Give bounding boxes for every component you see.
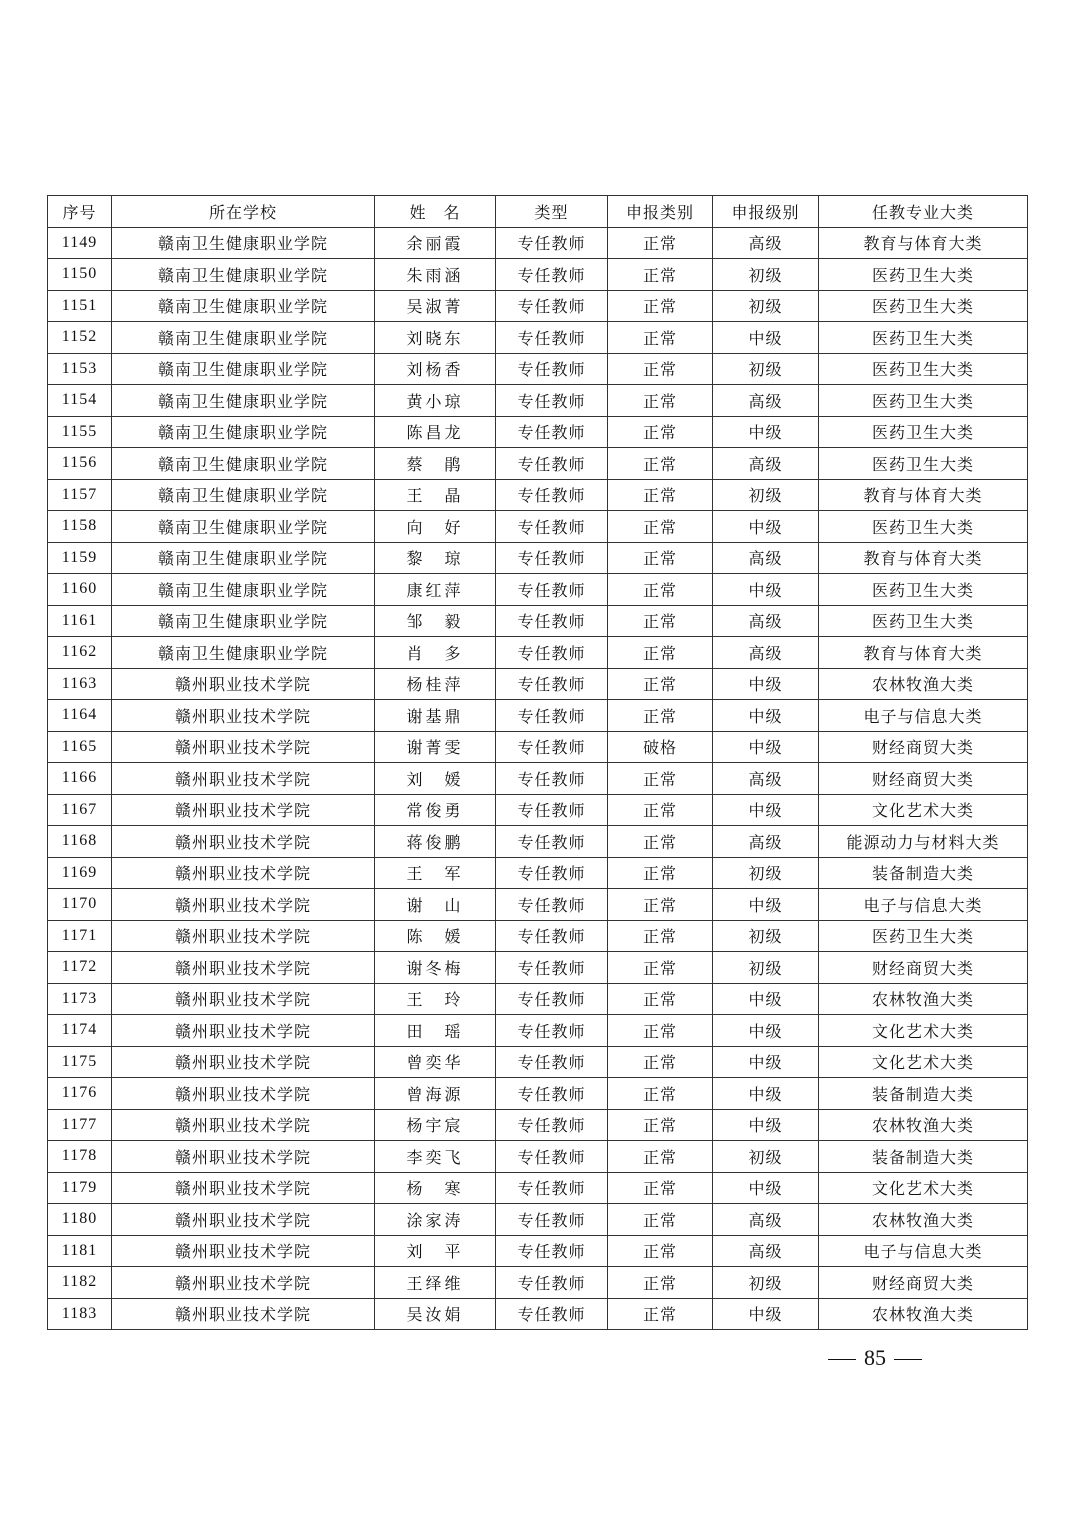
cell-school: 赣州职业技术学院	[112, 952, 375, 984]
cell-level: 高级	[713, 763, 819, 795]
cell-index: 1175	[48, 1046, 112, 1078]
cell-category: 正常	[608, 259, 713, 291]
cell-type: 专任教师	[496, 322, 608, 354]
table-row	[48, 952, 1028, 984]
cell-major: 电子与信息大类	[819, 700, 1028, 732]
cell-school: 赣南卫生健康职业学院	[112, 448, 375, 480]
cell-type: 专任教师	[496, 920, 608, 952]
cell-type: 专任教师	[496, 1015, 608, 1047]
cell-school: 赣州职业技术学院	[112, 731, 375, 763]
cell-category: 正常	[608, 416, 713, 448]
cell-name: 吴汝娟	[375, 1298, 496, 1330]
table-row	[48, 826, 1028, 858]
cell-index: 1168	[48, 826, 112, 858]
cell-level: 中级	[713, 794, 819, 826]
cell-category: 正常	[608, 763, 713, 795]
cell-school: 赣南卫生健康职业学院	[112, 479, 375, 511]
cell-category: 正常	[608, 1141, 713, 1173]
cell-index: 1167	[48, 794, 112, 826]
table-row	[48, 857, 1028, 889]
cell-level: 高级	[713, 542, 819, 574]
table-row	[48, 479, 1028, 511]
cell-major: 财经商贸大类	[819, 763, 1028, 795]
cell-level: 高级	[713, 227, 819, 259]
table-row	[48, 637, 1028, 669]
cell-school: 赣南卫生健康职业学院	[112, 574, 375, 606]
cell-name: 肖 多	[375, 637, 496, 669]
cell-name: 王 晶	[375, 479, 496, 511]
cell-type: 专任教师	[496, 700, 608, 732]
cell-name: 刘晓东	[375, 322, 496, 354]
cell-category: 正常	[608, 1109, 713, 1141]
cell-major: 医药卫生大类	[819, 574, 1028, 606]
cell-name: 刘杨香	[375, 353, 496, 385]
cell-school: 赣州职业技术学院	[112, 857, 375, 889]
cell-category: 正常	[608, 1204, 713, 1236]
cell-name: 王 军	[375, 857, 496, 889]
table-row	[48, 605, 1028, 637]
cell-school: 赣南卫生健康职业学院	[112, 322, 375, 354]
table-body	[48, 227, 1028, 1330]
page-number-value: 85	[864, 1345, 886, 1370]
cell-major: 文化艺术大类	[819, 1046, 1028, 1078]
cell-major: 电子与信息大类	[819, 889, 1028, 921]
cell-school: 赣州职业技术学院	[112, 1267, 375, 1299]
cell-name: 朱雨涵	[375, 259, 496, 291]
cell-category: 正常	[608, 1267, 713, 1299]
cell-index: 1151	[48, 290, 112, 322]
cell-level: 初级	[713, 1267, 819, 1299]
cell-index: 1180	[48, 1204, 112, 1236]
cell-level: 初级	[713, 290, 819, 322]
col-header-level: 申报级别	[713, 196, 819, 228]
cell-type: 专任教师	[496, 637, 608, 669]
table-row	[48, 763, 1028, 795]
cell-name: 杨 寒	[375, 1172, 496, 1204]
cell-type: 专任教师	[496, 983, 608, 1015]
table-row	[48, 1267, 1028, 1299]
page-dash-left	[828, 1359, 856, 1360]
cell-name: 常俊勇	[375, 794, 496, 826]
cell-major: 教育与体育大类	[819, 479, 1028, 511]
cell-level: 中级	[713, 668, 819, 700]
cell-category: 正常	[608, 1172, 713, 1204]
cell-name: 曾海源	[375, 1078, 496, 1110]
table-row	[48, 1046, 1028, 1078]
cell-school: 赣州职业技术学院	[112, 763, 375, 795]
roster-table	[47, 195, 1028, 1330]
cell-major: 文化艺术大类	[819, 1172, 1028, 1204]
cell-major: 农林牧渔大类	[819, 983, 1028, 1015]
cell-name: 田 瑶	[375, 1015, 496, 1047]
cell-index: 1171	[48, 920, 112, 952]
cell-level: 初级	[713, 1141, 819, 1173]
cell-category: 正常	[608, 385, 713, 417]
col-header-category: 申报类别	[608, 196, 713, 228]
cell-name: 吴淑菁	[375, 290, 496, 322]
cell-type: 专任教师	[496, 1078, 608, 1110]
table-row	[48, 1235, 1028, 1267]
cell-level: 初级	[713, 479, 819, 511]
table-row	[48, 889, 1028, 921]
table-row	[48, 448, 1028, 480]
cell-school: 赣州职业技术学院	[112, 983, 375, 1015]
cell-school: 赣州职业技术学院	[112, 1298, 375, 1330]
cell-name: 杨宇宸	[375, 1109, 496, 1141]
cell-category: 正常	[608, 826, 713, 858]
cell-category: 正常	[608, 637, 713, 669]
cell-category: 正常	[608, 1235, 713, 1267]
table-row	[48, 1109, 1028, 1141]
col-header-index: 序号	[48, 196, 112, 228]
cell-type: 专任教师	[496, 542, 608, 574]
cell-name: 黄小琼	[375, 385, 496, 417]
table-row	[48, 920, 1028, 952]
cell-name: 向 好	[375, 511, 496, 543]
cell-index: 1176	[48, 1078, 112, 1110]
table-row	[48, 416, 1028, 448]
col-header-major: 任教专业大类	[819, 196, 1028, 228]
cell-name: 王绎维	[375, 1267, 496, 1299]
cell-major: 教育与体育大类	[819, 637, 1028, 669]
cell-major: 医药卫生大类	[819, 353, 1028, 385]
header-row	[48, 196, 1028, 228]
cell-index: 1153	[48, 353, 112, 385]
cell-index: 1162	[48, 637, 112, 669]
cell-category: 正常	[608, 227, 713, 259]
cell-school: 赣南卫生健康职业学院	[112, 637, 375, 669]
table-row	[48, 290, 1028, 322]
cell-index: 1161	[48, 605, 112, 637]
cell-level: 中级	[713, 731, 819, 763]
cell-level: 高级	[713, 385, 819, 417]
cell-school: 赣州职业技术学院	[112, 920, 375, 952]
cell-level: 中级	[713, 322, 819, 354]
cell-name: 陈昌龙	[375, 416, 496, 448]
cell-index: 1157	[48, 479, 112, 511]
cell-major: 财经商贸大类	[819, 731, 1028, 763]
cell-level: 中级	[713, 416, 819, 448]
cell-type: 专任教师	[496, 511, 608, 543]
cell-type: 专任教师	[496, 1298, 608, 1330]
table-row	[48, 731, 1028, 763]
table-row	[48, 700, 1028, 732]
cell-name: 余丽霞	[375, 227, 496, 259]
cell-type: 专任教师	[496, 416, 608, 448]
cell-category: 正常	[608, 1078, 713, 1110]
cell-index: 1165	[48, 731, 112, 763]
cell-school: 赣南卫生健康职业学院	[112, 385, 375, 417]
cell-school: 赣州职业技术学院	[112, 1204, 375, 1236]
cell-major: 医药卫生大类	[819, 290, 1028, 322]
cell-type: 专任教师	[496, 857, 608, 889]
cell-level: 初级	[713, 920, 819, 952]
cell-school: 赣州职业技术学院	[112, 1172, 375, 1204]
cell-type: 专任教师	[496, 605, 608, 637]
table-row	[48, 574, 1028, 606]
cell-school: 赣州职业技术学院	[112, 1046, 375, 1078]
cell-category: 正常	[608, 290, 713, 322]
cell-major: 装备制造大类	[819, 857, 1028, 889]
cell-major: 医药卫生大类	[819, 416, 1028, 448]
cell-school: 赣州职业技术学院	[112, 1078, 375, 1110]
page-dash-right	[894, 1359, 922, 1360]
table-row	[48, 227, 1028, 259]
cell-major: 装备制造大类	[819, 1141, 1028, 1173]
cell-level: 中级	[713, 1046, 819, 1078]
table-row	[48, 1204, 1028, 1236]
cell-category: 正常	[608, 794, 713, 826]
table-row	[48, 983, 1028, 1015]
cell-index: 1154	[48, 385, 112, 417]
table-row	[48, 322, 1028, 354]
cell-major: 教育与体育大类	[819, 227, 1028, 259]
cell-name: 蔡 鹃	[375, 448, 496, 480]
cell-name: 康红萍	[375, 574, 496, 606]
cell-index: 1163	[48, 668, 112, 700]
page-number	[820, 1345, 930, 1371]
cell-type: 专任教师	[496, 259, 608, 291]
cell-type: 专任教师	[496, 668, 608, 700]
cell-category: 正常	[608, 479, 713, 511]
cell-type: 专任教师	[496, 385, 608, 417]
cell-index: 1179	[48, 1172, 112, 1204]
cell-name: 邹 毅	[375, 605, 496, 637]
cell-name: 曾奕华	[375, 1046, 496, 1078]
cell-category: 正常	[608, 448, 713, 480]
cell-category: 正常	[608, 322, 713, 354]
cell-category: 正常	[608, 574, 713, 606]
cell-category: 正常	[608, 700, 713, 732]
cell-category: 正常	[608, 857, 713, 889]
cell-name: 涂家涛	[375, 1204, 496, 1236]
cell-name: 刘 媛	[375, 763, 496, 795]
cell-index: 1170	[48, 889, 112, 921]
cell-level: 高级	[713, 637, 819, 669]
cell-type: 专任教师	[496, 889, 608, 921]
cell-level: 中级	[713, 1109, 819, 1141]
cell-level: 高级	[713, 605, 819, 637]
cell-level: 中级	[713, 1078, 819, 1110]
cell-level: 初级	[713, 952, 819, 984]
table-header	[48, 196, 1028, 228]
cell-index: 1156	[48, 448, 112, 480]
cell-level: 中级	[713, 983, 819, 1015]
cell-category: 正常	[608, 1046, 713, 1078]
cell-index: 1172	[48, 952, 112, 984]
cell-school: 赣州职业技术学院	[112, 1141, 375, 1173]
cell-major: 文化艺术大类	[819, 794, 1028, 826]
cell-major: 医药卫生大类	[819, 920, 1028, 952]
table-row	[48, 542, 1028, 574]
cell-type: 专任教师	[496, 1204, 608, 1236]
cell-level: 中级	[713, 1298, 819, 1330]
cell-type: 专任教师	[496, 826, 608, 858]
cell-school: 赣州职业技术学院	[112, 700, 375, 732]
cell-school: 赣南卫生健康职业学院	[112, 511, 375, 543]
cell-type: 专任教师	[496, 290, 608, 322]
cell-index: 1177	[48, 1109, 112, 1141]
cell-name: 谢冬梅	[375, 952, 496, 984]
cell-index: 1166	[48, 763, 112, 795]
cell-name: 陈 媛	[375, 920, 496, 952]
cell-index: 1149	[48, 227, 112, 259]
cell-type: 专任教师	[496, 574, 608, 606]
cell-school: 赣南卫生健康职业学院	[112, 353, 375, 385]
cell-category: 正常	[608, 605, 713, 637]
cell-level: 初级	[713, 857, 819, 889]
cell-index: 1152	[48, 322, 112, 354]
cell-index: 1160	[48, 574, 112, 606]
cell-index: 1183	[48, 1298, 112, 1330]
cell-school: 赣州职业技术学院	[112, 826, 375, 858]
cell-index: 1155	[48, 416, 112, 448]
cell-category: 正常	[608, 542, 713, 574]
cell-index: 1164	[48, 700, 112, 732]
cell-major: 财经商贸大类	[819, 952, 1028, 984]
cell-level: 初级	[713, 353, 819, 385]
cell-level: 中级	[713, 574, 819, 606]
cell-type: 专任教师	[496, 227, 608, 259]
cell-major: 医药卫生大类	[819, 605, 1028, 637]
table-row	[48, 1015, 1028, 1047]
cell-type: 专任教师	[496, 479, 608, 511]
cell-major: 医药卫生大类	[819, 385, 1028, 417]
cell-school: 赣州职业技术学院	[112, 794, 375, 826]
table-row	[48, 794, 1028, 826]
cell-type: 专任教师	[496, 763, 608, 795]
cell-type: 专任教师	[496, 1267, 608, 1299]
cell-level: 中级	[713, 511, 819, 543]
col-header-name: 姓 名	[375, 196, 496, 228]
cell-major: 医药卫生大类	[819, 259, 1028, 291]
table-row	[48, 259, 1028, 291]
cell-category: 正常	[608, 511, 713, 543]
cell-level: 高级	[713, 826, 819, 858]
table-row	[48, 385, 1028, 417]
cell-category: 正常	[608, 889, 713, 921]
cell-name: 谢菁雯	[375, 731, 496, 763]
cell-name: 蒋俊鹏	[375, 826, 496, 858]
cell-major: 医药卫生大类	[819, 322, 1028, 354]
cell-level: 初级	[713, 259, 819, 291]
cell-name: 黎 琼	[375, 542, 496, 574]
table-row	[48, 511, 1028, 543]
cell-major: 文化艺术大类	[819, 1015, 1028, 1047]
cell-index: 1174	[48, 1015, 112, 1047]
cell-major: 教育与体育大类	[819, 542, 1028, 574]
cell-index: 1169	[48, 857, 112, 889]
cell-level: 中级	[713, 1015, 819, 1047]
cell-school: 赣州职业技术学院	[112, 1109, 375, 1141]
cell-category: 正常	[608, 920, 713, 952]
cell-category: 正常	[608, 353, 713, 385]
cell-type: 专任教师	[496, 1235, 608, 1267]
cell-name: 谢基鼎	[375, 700, 496, 732]
cell-type: 专任教师	[496, 1046, 608, 1078]
cell-major: 装备制造大类	[819, 1078, 1028, 1110]
cell-type: 专任教师	[496, 1172, 608, 1204]
table-row	[48, 1141, 1028, 1173]
cell-major: 电子与信息大类	[819, 1235, 1028, 1267]
table-row	[48, 1172, 1028, 1204]
cell-type: 专任教师	[496, 448, 608, 480]
cell-level: 中级	[713, 1172, 819, 1204]
cell-name: 刘 平	[375, 1235, 496, 1267]
cell-type: 专任教师	[496, 794, 608, 826]
cell-type: 专任教师	[496, 731, 608, 763]
cell-school: 赣州职业技术学院	[112, 889, 375, 921]
cell-major: 能源动力与材料大类	[819, 826, 1028, 858]
cell-level: 高级	[713, 448, 819, 480]
cell-school: 赣南卫生健康职业学院	[112, 542, 375, 574]
cell-major: 医药卫生大类	[819, 448, 1028, 480]
cell-major: 农林牧渔大类	[819, 1298, 1028, 1330]
cell-name: 谢 山	[375, 889, 496, 921]
cell-type: 专任教师	[496, 1109, 608, 1141]
cell-category: 正常	[608, 983, 713, 1015]
cell-school: 赣南卫生健康职业学院	[112, 605, 375, 637]
cell-index: 1158	[48, 511, 112, 543]
cell-level: 高级	[713, 1204, 819, 1236]
cell-major: 财经商贸大类	[819, 1267, 1028, 1299]
cell-type: 专任教师	[496, 1141, 608, 1173]
cell-level: 中级	[713, 700, 819, 732]
cell-index: 1182	[48, 1267, 112, 1299]
cell-index: 1178	[48, 1141, 112, 1173]
cell-school: 赣南卫生健康职业学院	[112, 259, 375, 291]
cell-index: 1150	[48, 259, 112, 291]
cell-index: 1173	[48, 983, 112, 1015]
cell-index: 1181	[48, 1235, 112, 1267]
table-row	[48, 1078, 1028, 1110]
table-row	[48, 353, 1028, 385]
cell-name: 杨桂萍	[375, 668, 496, 700]
col-header-school: 所在学校	[112, 196, 375, 228]
cell-type: 专任教师	[496, 353, 608, 385]
cell-school: 赣州职业技术学院	[112, 1235, 375, 1267]
col-header-type: 类型	[496, 196, 608, 228]
cell-school: 赣南卫生健康职业学院	[112, 290, 375, 322]
cell-school: 赣南卫生健康职业学院	[112, 416, 375, 448]
cell-name: 王 玲	[375, 983, 496, 1015]
cell-index: 1159	[48, 542, 112, 574]
cell-major: 农林牧渔大类	[819, 1204, 1028, 1236]
cell-type: 专任教师	[496, 952, 608, 984]
cell-category: 正常	[608, 668, 713, 700]
cell-category: 正常	[608, 952, 713, 984]
cell-category: 破格	[608, 731, 713, 763]
cell-major: 农林牧渔大类	[819, 1109, 1028, 1141]
cell-name: 李奕飞	[375, 1141, 496, 1173]
cell-school: 赣州职业技术学院	[112, 668, 375, 700]
cell-school: 赣南卫生健康职业学院	[112, 227, 375, 259]
cell-school: 赣州职业技术学院	[112, 1015, 375, 1047]
cell-category: 正常	[608, 1015, 713, 1047]
table-row	[48, 668, 1028, 700]
cell-category: 正常	[608, 1298, 713, 1330]
cell-level: 高级	[713, 1235, 819, 1267]
table-row	[48, 1298, 1028, 1330]
cell-major: 农林牧渔大类	[819, 668, 1028, 700]
cell-major: 医药卫生大类	[819, 511, 1028, 543]
cell-level: 中级	[713, 889, 819, 921]
